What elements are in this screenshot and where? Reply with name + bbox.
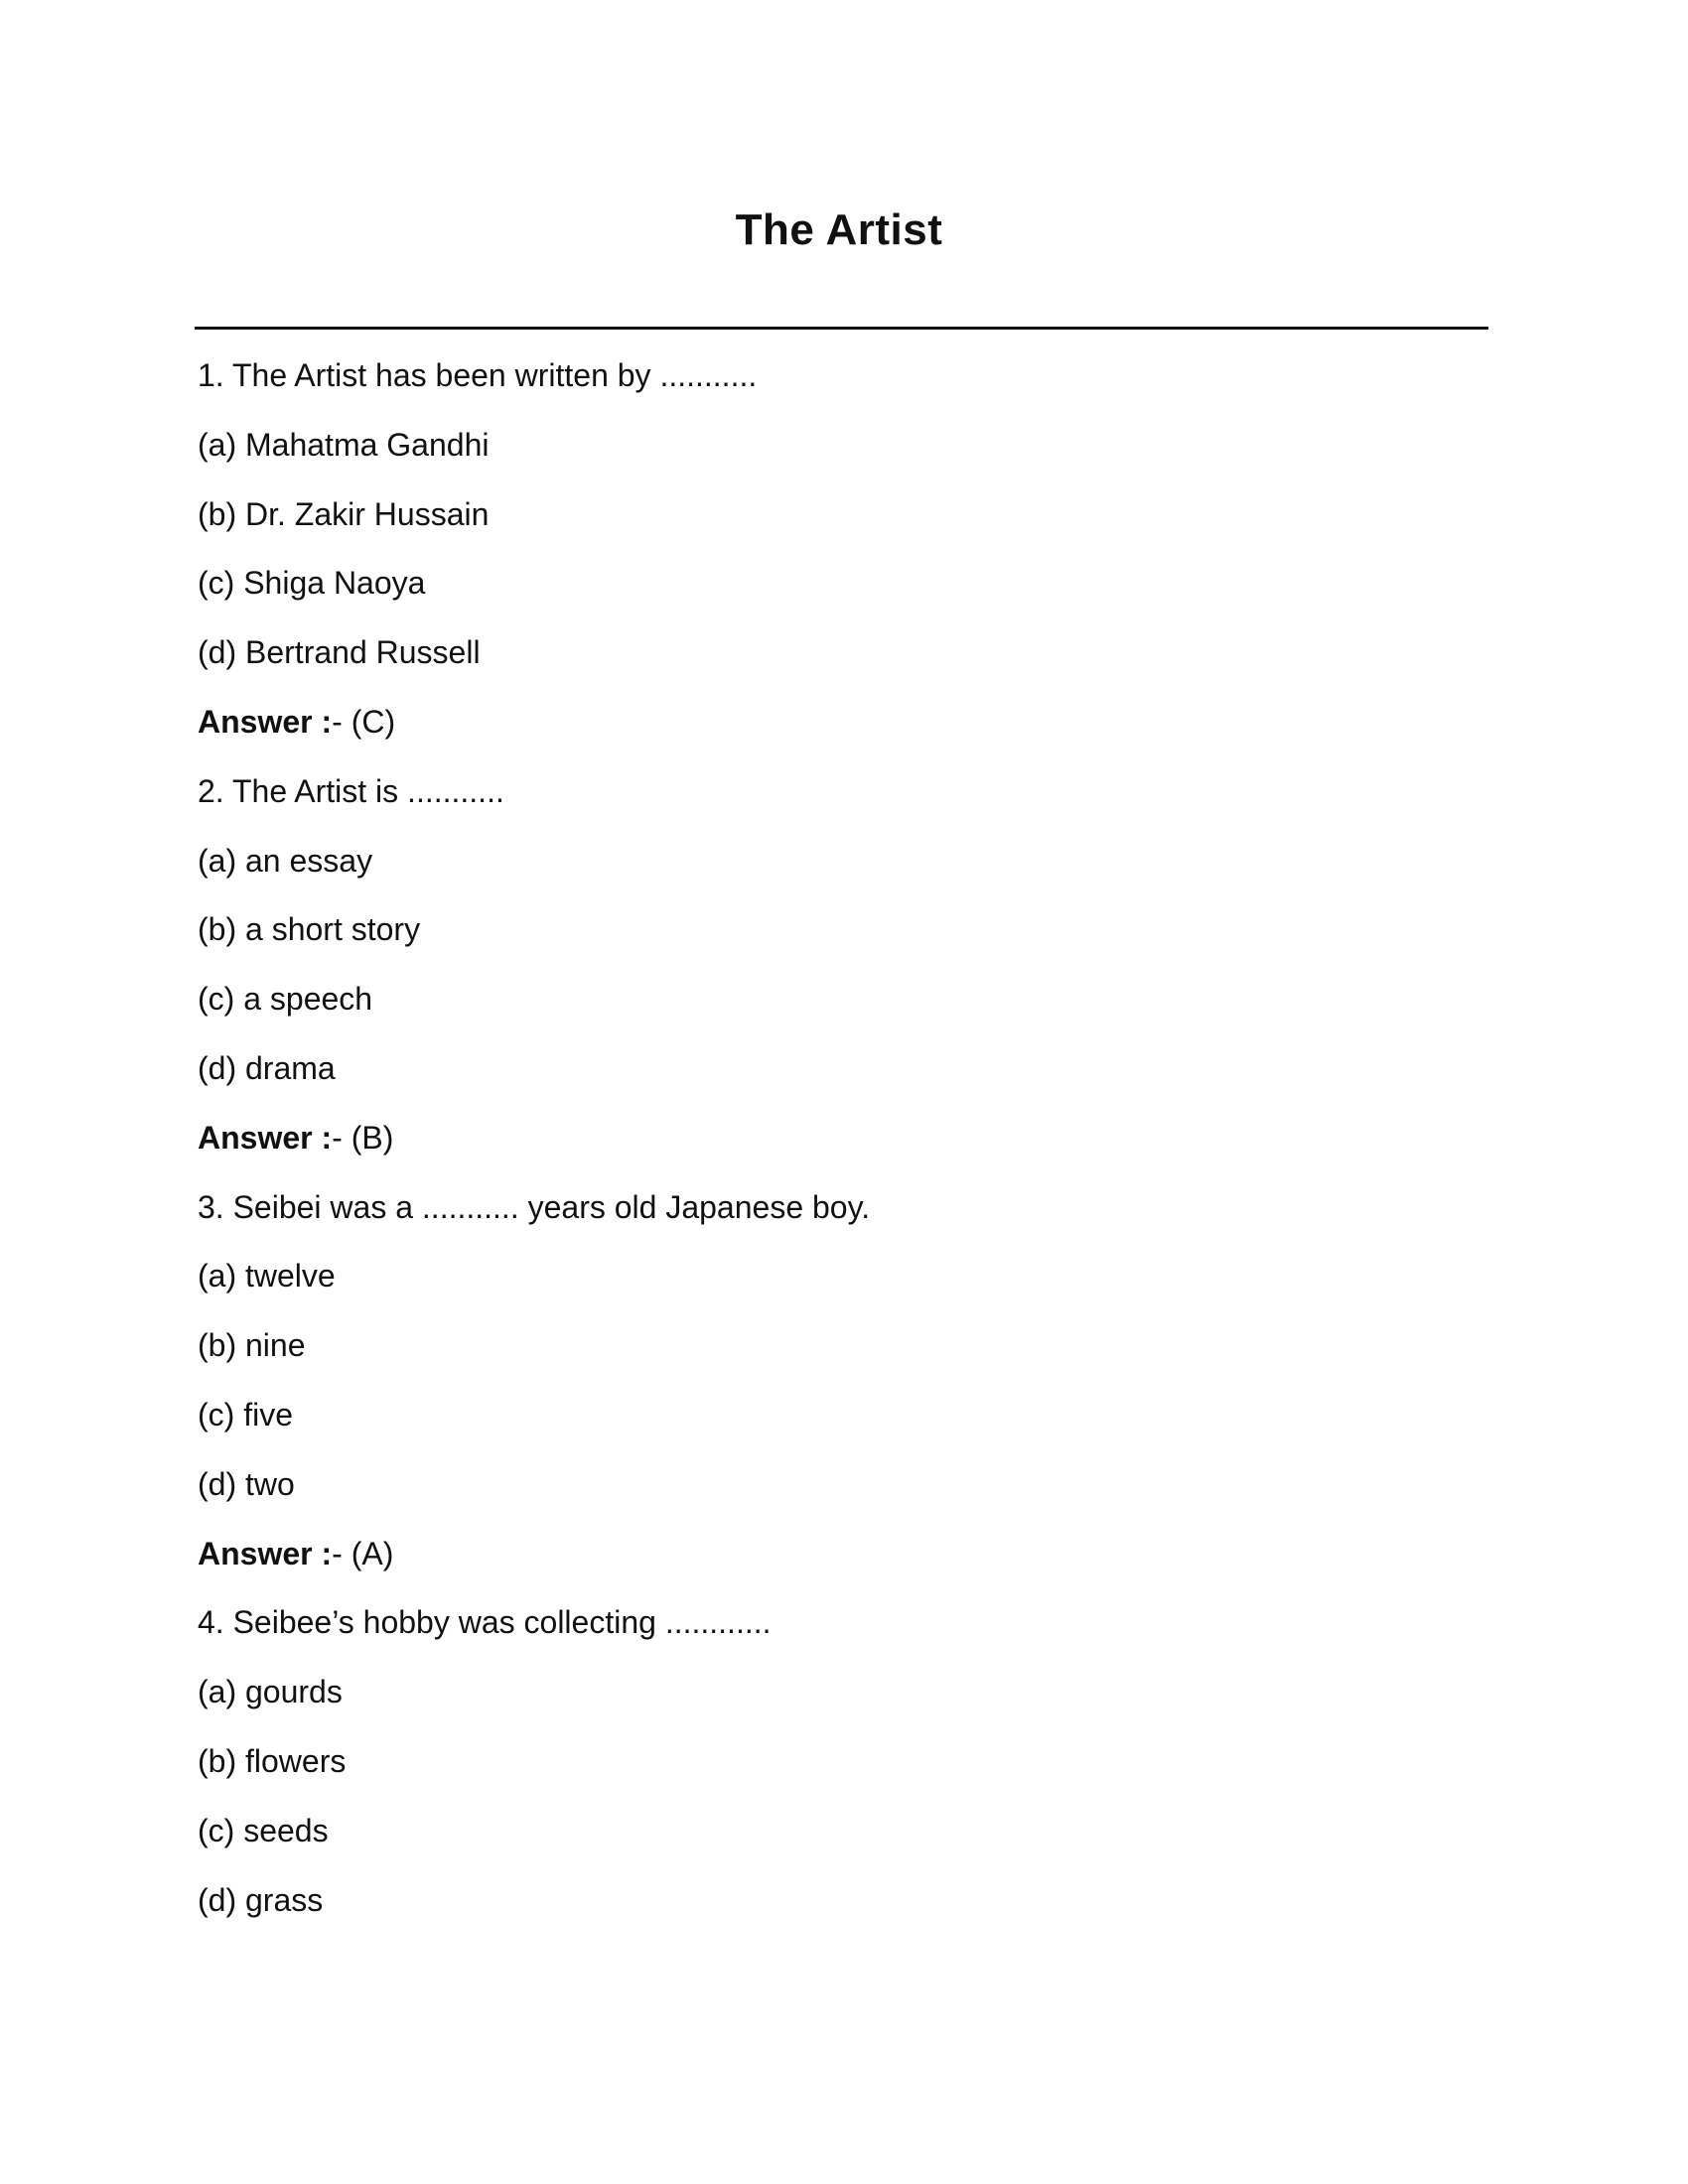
answer-label: Answer : bbox=[198, 703, 333, 740]
page-title: The Artist bbox=[735, 205, 943, 254]
answer-value: - (B) bbox=[332, 1119, 394, 1156]
answer-label: Answer : bbox=[198, 1119, 333, 1156]
option-d: (d) drama bbox=[198, 1049, 336, 1086]
option-a: (a) an essay bbox=[198, 842, 373, 879]
answer-label: Answer : bbox=[198, 1535, 333, 1571]
option-b: (b) a short story bbox=[198, 911, 421, 948]
title-divider bbox=[195, 327, 1488, 330]
option-b: (b) flowers bbox=[198, 1742, 347, 1779]
option-d: (d) grass bbox=[198, 1881, 324, 1918]
option-c: (c) a speech bbox=[198, 981, 373, 1018]
option-d: (d) two bbox=[198, 1465, 295, 1502]
answer-line bbox=[198, 694, 1488, 763]
answer-line bbox=[198, 1110, 1488, 1179]
option-a: (a) gourds bbox=[198, 1674, 343, 1710]
option-c: (c) Shiga Naoya bbox=[198, 565, 426, 602]
question-text: 3. Seibei was a ........... years old Japanese boy. bbox=[198, 1188, 871, 1225]
question-text: 4. Seibee’s hobby was collecting ............ bbox=[198, 1604, 772, 1641]
answer-line bbox=[198, 1526, 1488, 1595]
answer-value: - (A) bbox=[332, 1535, 394, 1571]
option-b: (b) nine bbox=[198, 1327, 306, 1364]
question-text: 2. The Artist is ........... bbox=[198, 772, 504, 809]
option-c: (c) seeds bbox=[198, 1812, 329, 1848]
option-b: (b) Dr. Zakir Hussain bbox=[198, 495, 490, 532]
option-d: (d) Bertrand Russell bbox=[198, 634, 481, 671]
question-list bbox=[198, 347, 1488, 1941]
answer-value: - (C) bbox=[332, 703, 396, 740]
option-c: (c) five bbox=[198, 1396, 293, 1433]
option-a: (a) twelve bbox=[198, 1258, 336, 1295]
question-text: 1. The Artist has been written by ........... bbox=[198, 357, 758, 393]
option-a: (a) Mahatma Gandhi bbox=[198, 426, 490, 463]
